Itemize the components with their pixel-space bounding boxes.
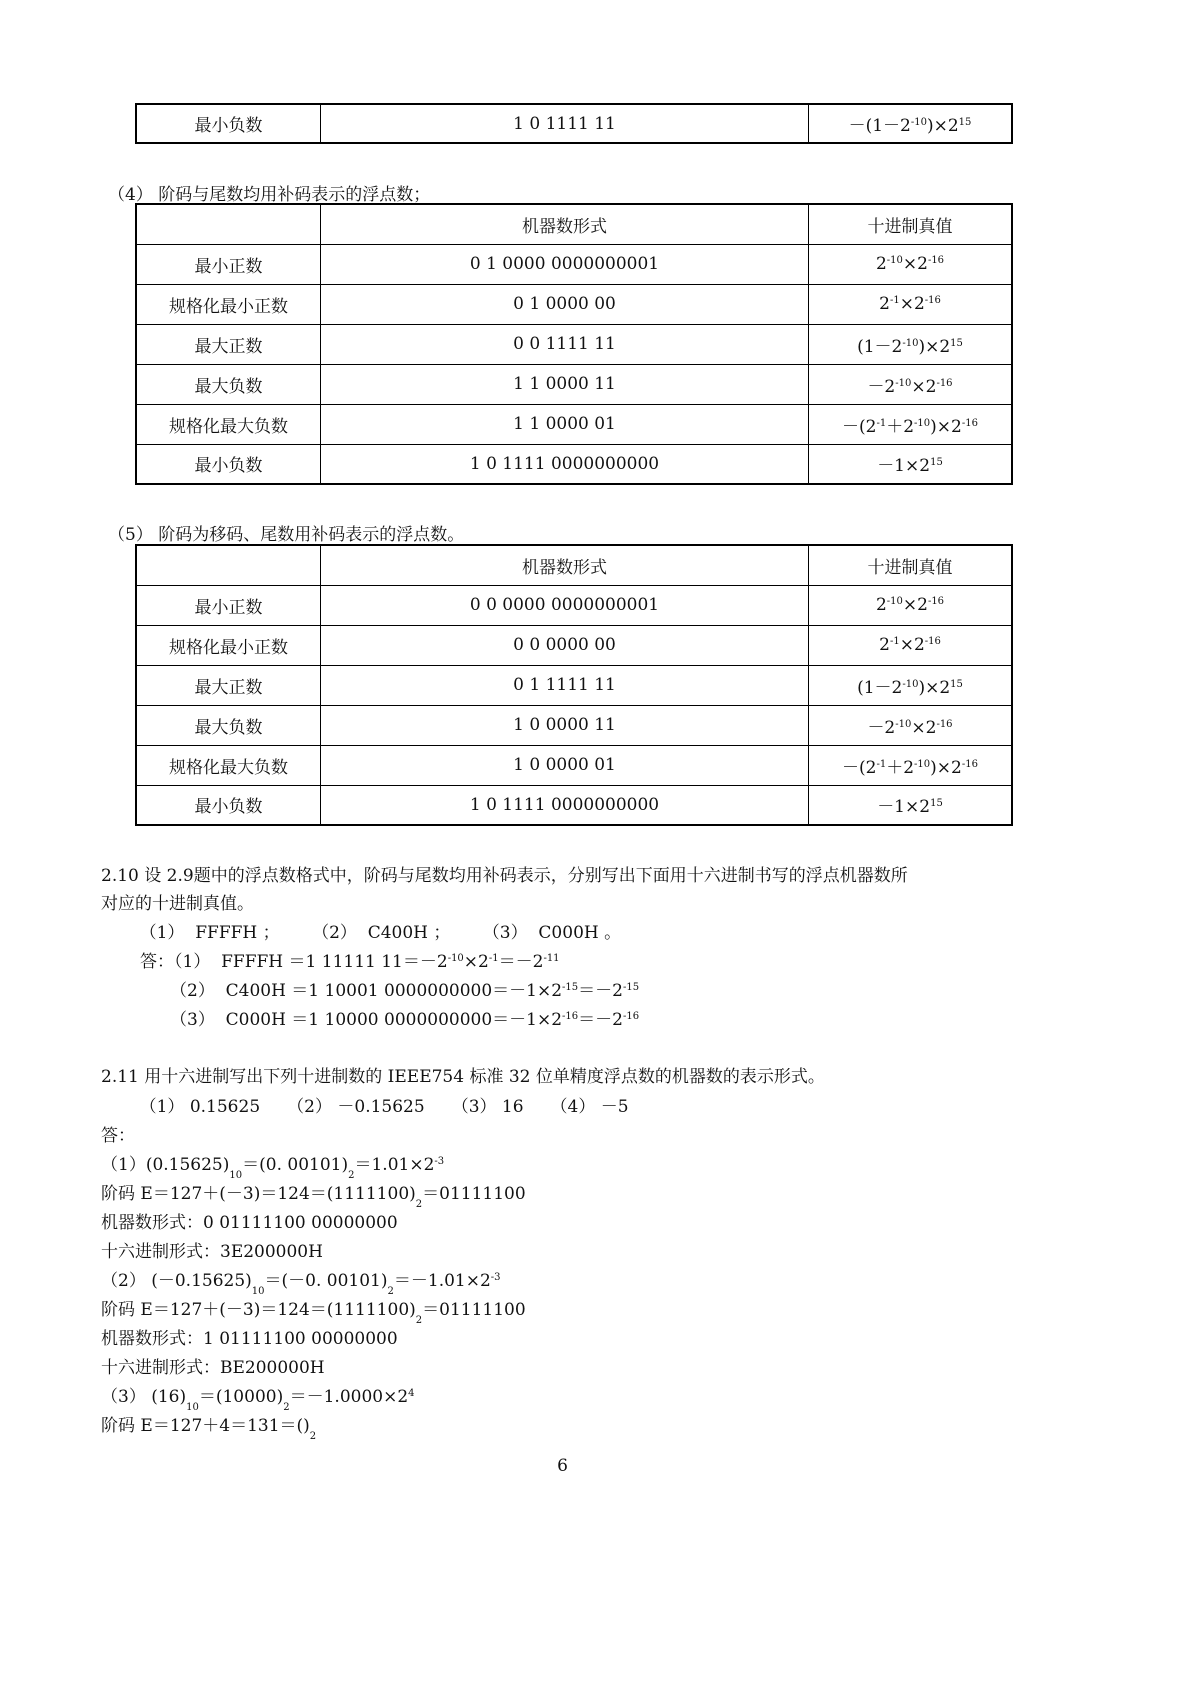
- top-table: [135, 103, 1013, 144]
- table-row: [136, 585, 1012, 625]
- q211-line-7: 机器数形式：1 01111100 00000000: [101, 1329, 398, 1349]
- machine-form: 1 0 1111 11: [321, 104, 809, 143]
- machine-form: 0 0 0000 00: [321, 625, 809, 665]
- row-label: 规格化最小正数: [136, 284, 321, 324]
- q211-line-8: 十六进制形式：BE200000H: [101, 1358, 325, 1378]
- q211-prompt: 2.11 用十六进制写出下列十进制数的 IEEE754 标准 32 位单精度浮点数的机器数的表示形式。: [101, 1067, 825, 1087]
- row-label: 最大负数: [136, 705, 321, 745]
- table-row: [136, 244, 1012, 284]
- row-label: 最小负数: [136, 785, 321, 825]
- table-row: [136, 625, 1012, 665]
- row-label: 最大正数: [136, 324, 321, 364]
- row-label: 规格化最大负数: [136, 404, 321, 444]
- machine-form: 0 1 1111 11: [321, 665, 809, 705]
- header-cell: 十进制真值: [809, 204, 1013, 244]
- decimal-value: $2^{-1}\times 2^{-16}$: [809, 625, 1013, 665]
- machine-form: 0 0 0000 0000000001: [321, 585, 809, 625]
- q211-line-6: 阶码 $E=127+(-3)=124=(1111100)_2=01111100$: [101, 1300, 526, 1326]
- table-row: [136, 364, 1012, 404]
- q210-prompt-line2: 对应的十进制真值。: [101, 894, 254, 914]
- header-cell: 机器数形式: [321, 545, 809, 585]
- header-cell: 十进制真值: [809, 545, 1013, 585]
- machine-form: 1 0 0000 11: [321, 705, 809, 745]
- row-label: 最小正数: [136, 244, 321, 284]
- decimal-value: $(1-2^{-10})\times 2^{15}$: [809, 324, 1013, 364]
- machine-form: 0 1 0000 00: [321, 284, 809, 324]
- decimal-value: $(1-2^{-10})\times 2^{15}$: [809, 665, 1013, 705]
- machine-form: 1 0 1111 0000000000: [321, 785, 809, 825]
- decimal-value: $-2^{-10}\times 2^{-16}$: [809, 705, 1013, 745]
- row-label: 最大正数: [136, 665, 321, 705]
- table-row: [136, 444, 1012, 484]
- q211-line-9: （3） $(16)_{10}=(10000)_2=-1.0000\times 2^4$: [101, 1387, 415, 1413]
- q211-line-3: 机器数形式：0 01111100 00000000: [101, 1213, 398, 1233]
- header-cell: [136, 204, 321, 244]
- row-label: 最小负数: [136, 444, 321, 484]
- decimal-value: $-(2^{-1}+2^{-10})\times 2^{-16}$: [809, 404, 1013, 444]
- q211-line-10: 阶码 $E=127+4=131=()_2$: [101, 1416, 317, 1442]
- q211-line-4: 十六进制形式：3E200000H: [101, 1242, 323, 1262]
- machine-form: 1 0 0000 01: [321, 745, 809, 785]
- table-row: [136, 404, 1012, 444]
- table-row: [136, 665, 1012, 705]
- q210-prompt-line1: 2.10 设 2.9题中的浮点数格式中，阶码与尾数均用补码表示，分别写出下面用十六进制书写的浮点机器数所: [101, 866, 908, 886]
- page-number: 6: [557, 1456, 568, 1476]
- table-row: [136, 705, 1012, 745]
- section5-caption: （5） 阶码为移码、尾数用补码表示的浮点数。: [108, 525, 465, 545]
- decimal-value: $-2^{-10}\times 2^{-16}$: [809, 364, 1013, 404]
- row-label: 规格化最小正数: [136, 625, 321, 665]
- q210-options: （1） FFFFH ； （2） C400H ； （3） C000H 。: [118, 923, 622, 943]
- machine-form: 1 1 0000 01: [321, 404, 809, 444]
- q210-answer-3: （3） C000H ＝1 10000 $0000000000=-1\times 2^{-16}=-2^{-16}$: [170, 1010, 640, 1030]
- section4-table: [135, 203, 1013, 485]
- table-row: [136, 745, 1012, 785]
- decimal-value: $2^{-10}\times 2^{-16}$: [809, 585, 1013, 625]
- decimal-value: $-(1-2^{-10})\times 2^{15}$: [809, 104, 1013, 143]
- q211-line-2: 阶码 $E=127+(-3)=124=(1111100)_2=01111100$: [101, 1184, 526, 1210]
- q211-answer-label: 答：: [101, 1126, 135, 1146]
- table-row: [136, 284, 1012, 324]
- table-row: [136, 104, 1012, 143]
- header-cell: 机器数形式: [321, 204, 809, 244]
- decimal-value: $-1\times 2^{15}$: [809, 785, 1013, 825]
- table-header-row: [136, 545, 1012, 585]
- row-label: 最大负数: [136, 364, 321, 404]
- q211-line-5: （2） $(-0.15625)_{10}=(-0$. $00101)_2=-1.01\times 2^{-3}$: [101, 1271, 501, 1297]
- machine-form: 0 0 1111 11: [321, 324, 809, 364]
- machine-form: 1 1 0000 11: [321, 364, 809, 404]
- q211-line-1: $(1)(0.15625)_{10}=(0$. $00101)_2=1.01\times 2^{-3}$: [101, 1155, 445, 1181]
- q210-answer-2: （2） C400H ＝1 10001 $0000000000=-1\times 2^{-15}=-2^{-15}$: [170, 981, 640, 1001]
- q211-options: （1） 0.15625 （2） －0.15625 （3） 16 （4） －5: [118, 1097, 629, 1117]
- decimal-value: $2^{-1}\times 2^{-16}$: [809, 284, 1013, 324]
- row-label: 最小正数: [136, 585, 321, 625]
- decimal-value: $-(2^{-1}+2^{-10})\times 2^{-16}$: [809, 745, 1013, 785]
- table-header-row: [136, 204, 1012, 244]
- header-cell: [136, 545, 321, 585]
- section5-table: [135, 544, 1013, 826]
- table-row: [136, 785, 1012, 825]
- section4-caption: （4） 阶码与尾数均用补码表示的浮点数；: [108, 185, 431, 205]
- decimal-value: $-1\times 2^{15}$: [809, 444, 1013, 484]
- machine-form: 0 1 0000 0000000001: [321, 244, 809, 284]
- row-label: 最小负数: [136, 104, 321, 143]
- row-label: 规格化最大负数: [136, 745, 321, 785]
- decimal-value: $2^{-10}\times 2^{-16}$: [809, 244, 1013, 284]
- machine-form: 1 0 1111 0000000000: [321, 444, 809, 484]
- q210-answer-1: 答：（1） FFFFH ＝1 11111 $11=-2^{-10}\times 2^{-1}=-2^{-11}$: [140, 952, 560, 972]
- table-row: [136, 324, 1012, 364]
